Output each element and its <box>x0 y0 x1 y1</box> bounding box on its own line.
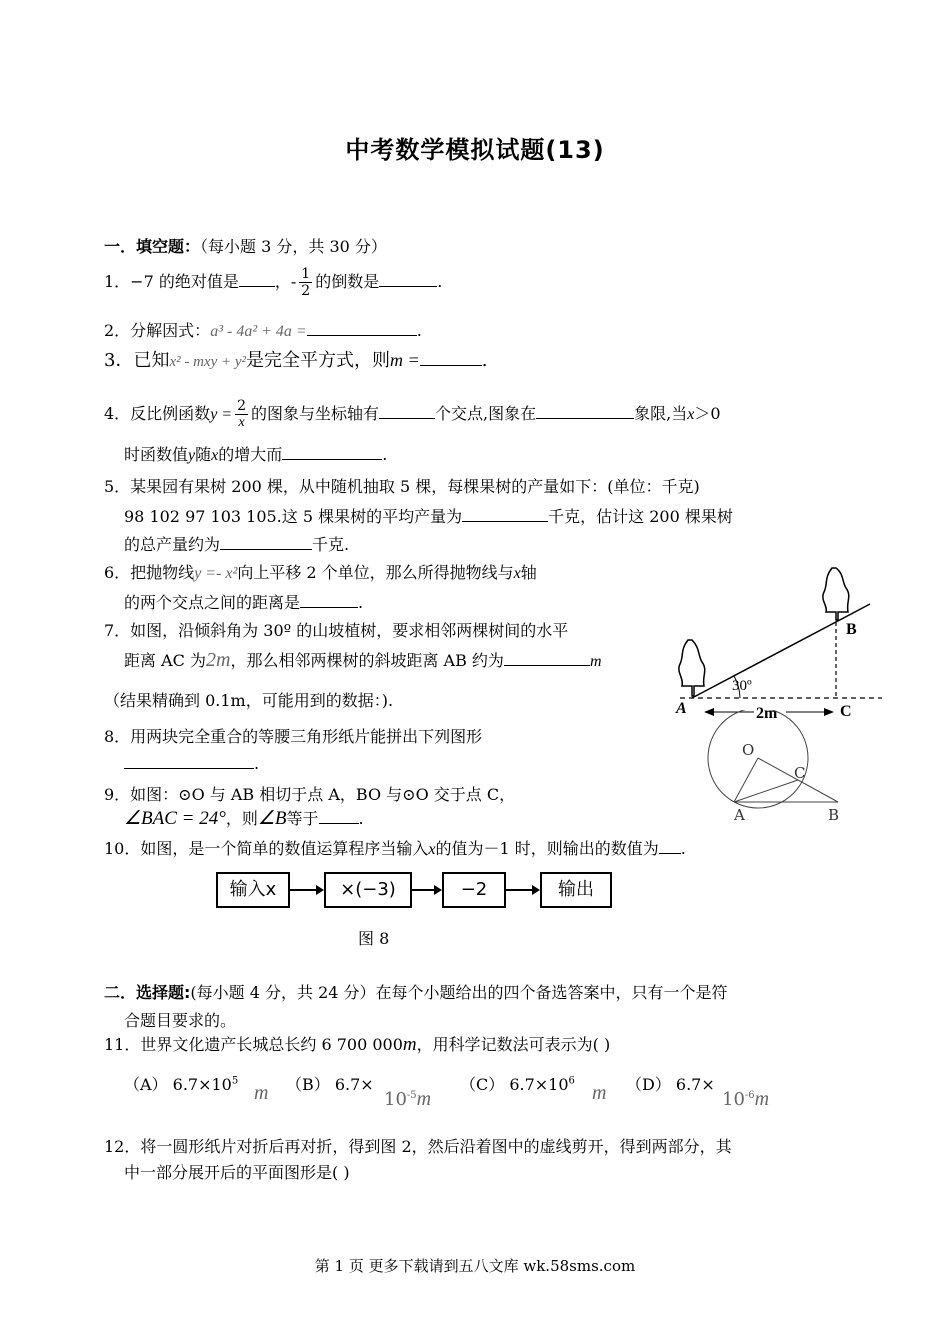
option-C: （C） $6.7\times 10^6$ <box>460 1075 575 1094</box>
option-B-power: $10^{-5}m$ <box>384 1088 432 1110</box>
line-AC <box>734 780 798 802</box>
section1-heading: 一．填空题： <box>104 237 201 256</box>
answer-blank <box>379 270 437 287</box>
flow-subtract-box: −2 <box>442 872 506 908</box>
section2-header <box>104 980 728 1003</box>
option-C-unit: m <box>592 1082 607 1104</box>
figure-caption: 图 8 <box>358 929 390 948</box>
section2-line2: 合题目要求的。 <box>124 1011 237 1030</box>
label-angle: 30º <box>732 678 752 694</box>
fraction: $\frac{1}{2}$ <box>301 266 311 299</box>
option-A: （A） $6.7\times 10^5$ <box>124 1075 239 1094</box>
answer-blank <box>420 349 482 366</box>
answer-blank <box>282 443 382 460</box>
question-7-line2: 距离 AC 为2m，那么相邻两棵树的斜坡距离 AB 约为 m <box>124 649 602 671</box>
answer-blank <box>659 837 681 854</box>
q3-variable: m = <box>390 350 420 370</box>
section1-header <box>104 234 387 257</box>
slope-line <box>692 604 870 698</box>
q3-expression: x² - mxy + y² <box>169 354 247 370</box>
question-8-line2: . <box>124 752 259 773</box>
answer-blank <box>536 402 634 419</box>
question-9-line2: ∠BAC = 24°，则∠B等于 . <box>124 808 364 829</box>
page-footer: 第 1 页 更多下载请到五八文库 wk.58sms.com <box>314 1257 636 1275</box>
answer-blank <box>239 270 275 287</box>
q2-expression: a³ - 4a² + 4a = <box>210 323 307 340</box>
label-A: A <box>676 700 687 717</box>
option-A-unit: m <box>254 1082 269 1104</box>
label-C: C <box>794 764 806 782</box>
q1-text-c: 的倒数是 <box>315 272 380 291</box>
flow-arrow-2 <box>410 880 444 900</box>
answer-blank <box>504 649 590 666</box>
tree-right-icon <box>823 568 849 620</box>
q6-expression: y =- x² <box>194 565 238 582</box>
question-7-line3: （结果精确到 0.1m，可能用到的数据：). <box>104 691 394 710</box>
answer-blank <box>300 591 358 608</box>
option-D: （D） 6.7× <box>626 1075 715 1094</box>
question-6-line2: 的两个交点之间的距离是 . <box>124 593 364 612</box>
flow-input-box: 输入x <box>216 872 290 908</box>
answer-blank <box>307 319 417 336</box>
slope-figure <box>670 560 890 735</box>
question-4: 4．反比例函数y = $\frac{2}{x}$ 的图象与坐标轴有 个交点,图象在 象限,当x＞0 <box>104 398 721 430</box>
answer-blank <box>379 402 435 419</box>
answer-blank <box>319 807 359 824</box>
q1-text-a: 1．−7 的绝对值是 <box>104 272 239 291</box>
q4-text-a: 4．反比例函数 <box>104 404 211 423</box>
fraction: $\frac{2}{x}$ <box>237 398 247 430</box>
label-B: B <box>828 806 840 824</box>
question-12-line2: 中一部分展开后的平面图形是( ) <box>124 1163 350 1182</box>
question-11: 11．世界文化遗产长城总长约 6 700 000m，用科学记数法可表示为( ) <box>104 1034 611 1055</box>
question-4-line2: 时函数值y随x的增大而 . <box>124 445 388 464</box>
label-O: O <box>742 741 755 759</box>
question-8: 8．用两块完全重合的等腰三角形纸片能拼出下列图形 <box>104 727 483 746</box>
section2-note: (每小题 4 分，共 24 分）在每个小题给出的四个备选答案中，只有一个是符 <box>190 983 728 1002</box>
question-3: 3．已知x² - mxy + y²是完全平方式，则m = . <box>104 350 488 371</box>
tree-left-icon <box>679 640 705 696</box>
option-B: （B） 6.7× <box>286 1075 374 1094</box>
label-A: A <box>734 806 745 824</box>
question-5-line3: 的总产量约为 千克. <box>124 535 350 554</box>
section2-heading: 二．选择题: <box>104 983 191 1002</box>
question-10: 10．如图，是一个简单的数值运算程序当输入x的值为－1 时，则输出的数值为 . <box>104 839 686 858</box>
section1-note: （每小题 3 分，共 30 分） <box>200 237 387 256</box>
question-5: 5．某果园有果树 200 棵，从中随机抽取 5 棵，每棵果树的产量如下：(单位：千克) <box>104 477 700 496</box>
question-2: 2．分解因式：a³ - 4a² + 4a = . <box>104 321 422 340</box>
answer-blank <box>124 752 254 769</box>
page-title: 中考数学模拟试题(13) <box>345 136 605 164</box>
answer-blank <box>220 533 312 550</box>
q1-text-b: ，- <box>274 272 297 291</box>
question-7: 7．如图，沿倾斜角为 30º 的山坡植树，要求相邻两棵树间的水平 <box>104 621 569 640</box>
flow-output-box: 输出 <box>540 872 612 908</box>
option-D-power: $10^{-6}m$ <box>722 1088 770 1110</box>
label-B: B <box>846 621 857 638</box>
flow-arrow-3 <box>504 880 542 900</box>
question-6: 6．把抛物线y =- x²向上平移 2 个单位，那么所得抛物线与x轴 <box>104 563 537 582</box>
flow-arrow-1 <box>288 880 326 900</box>
label-C: C <box>840 703 852 720</box>
question-9: 9．如图：⊙O 与 AB 相切于点 A，BO 与⊙O 交于点 C， <box>104 785 516 804</box>
question-1: 1．−7 的绝对值是 ，- $\frac{1}{2}$ 的倒数是 . <box>104 266 443 299</box>
answer-blank <box>462 505 548 522</box>
flow-multiply-box: ×(−3) <box>324 872 412 908</box>
label-distance: 2m <box>756 705 778 722</box>
circle-figure <box>700 710 850 830</box>
q3-text-b: 是完全平方式，则 <box>246 350 391 371</box>
question-5-line2: 98 102 97 103 105.这 5 棵果树的平均产量为 千克，估计这 200 棵果树 <box>124 507 733 526</box>
q3-text-a: 3．已知 <box>104 350 170 371</box>
q2-text: 2．分解因式： <box>104 321 211 340</box>
question-12: 12．将一圆形纸片对折后再对折，得到图 2，然后沿着图中的虚线剪开，得到两部分，其 <box>104 1137 732 1156</box>
